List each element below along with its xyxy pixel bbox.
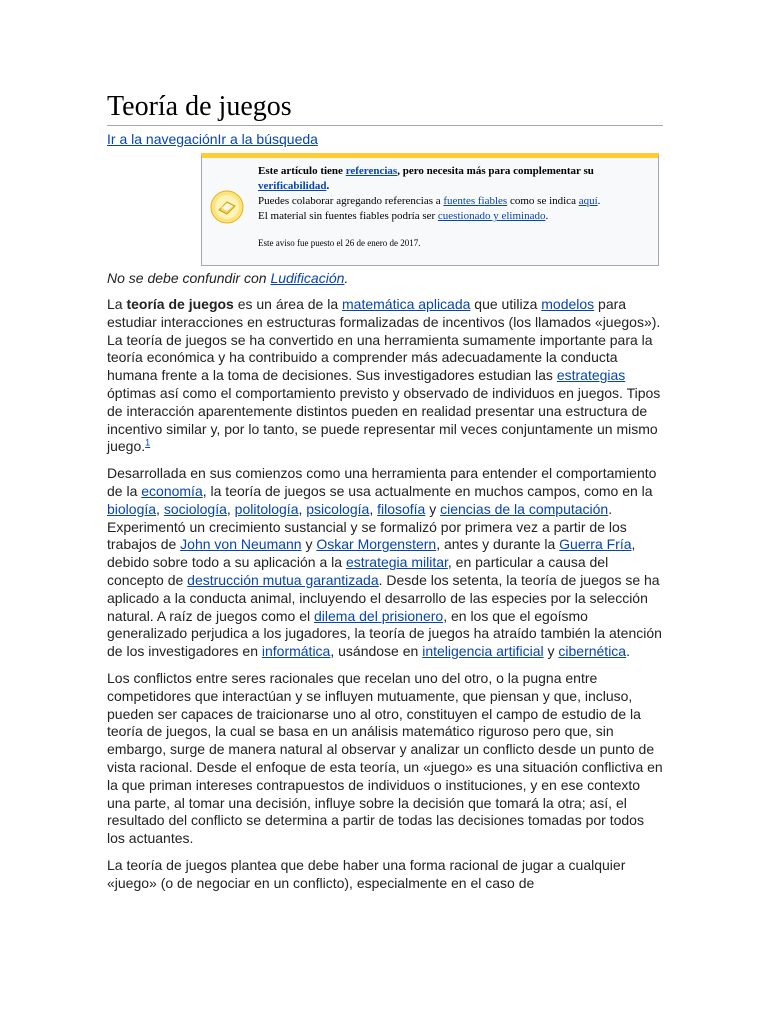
article-content	[107, 90, 663, 893]
cibernetica-link[interactable]: cibernética	[558, 643, 627, 660]
text-span: ,	[226, 500, 235, 517]
text-span: y	[301, 536, 317, 553]
paragraph-4: La teoría de juegos plantea que debe haber una forma racional de jugar a cualquier «juego» (o de negociar en un conflicto), especialmente en el caso de	[107, 856, 626, 891]
oskar-morgenstern-link[interactable]: Oskar Morgenstern	[316, 536, 437, 553]
text-span: ,	[369, 500, 378, 517]
text-span: ,	[298, 500, 307, 517]
notice-text-span: Puedes colaborar agregando referencias a	[258, 195, 444, 207]
text-span: Desarrollada en sus comienzos como una herramienta para entender el comportamiento de la	[107, 465, 657, 499]
psicologia-link[interactable]: psicología	[306, 500, 370, 517]
informatica-link[interactable]: informática	[261, 643, 331, 660]
cuestionado-eliminado-link[interactable]: cuestionado y eliminado	[437, 210, 546, 222]
notice-text-span: .	[326, 180, 330, 192]
text-span: , en particular a causa del concepto de	[107, 554, 609, 588]
matematica-aplicada-link[interactable]: matemática aplicada	[342, 296, 471, 312]
notice-text-span: Este artículo tiene	[258, 165, 346, 177]
referencias-link[interactable]: referencias	[345, 165, 398, 177]
ciencias-computacion-link[interactable]: ciencias de la computación	[440, 500, 609, 517]
dilema-prisionero-link[interactable]: dilema del prisionero	[314, 607, 444, 624]
books-icon	[210, 190, 244, 224]
paragraph-1	[107, 296, 663, 456]
notice-text-span: .	[597, 195, 601, 207]
text-span: , la teoría de juegos se usa actualmente en muchos campos, como en la	[202, 482, 653, 499]
notice-line-2	[258, 194, 652, 209]
filosofia-link[interactable]: filosofía	[377, 500, 426, 517]
john-von-neumann-link[interactable]: John von Neumann	[180, 536, 302, 553]
text-span: , debido sobre todo a su aplicación a la	[107, 536, 636, 571]
text-span: óptimas así como el comportamiento previsto y observado de individuos en juegos. Tipos de interacción aparentemente distintos pueden en realidad presentar una estructura de incentivo similar y, por lo tanto, se puede representar mil veces conjuntamente un mismo juego.	[107, 384, 661, 455]
ludificacion-link[interactable]: Ludificación	[270, 270, 345, 286]
page-title: Teoría de juegos	[107, 90, 663, 126]
destruccion-mutua-link[interactable]: destrucción mutua garantizada	[187, 571, 379, 588]
aqui-link[interactable]: aquí	[578, 195, 598, 207]
guerra-fria-link[interactable]: Guerra Fría	[559, 536, 632, 553]
estrategia-militar-link[interactable]: estrategia militar	[345, 554, 448, 571]
economia-link[interactable]: economía	[141, 482, 203, 499]
notice-text	[250, 164, 652, 251]
text-span: ,	[156, 500, 164, 517]
text-span: . Desde los setenta, la teoría de juegos se ha aplicado a la conducta animal, incluyendo el desarrollo de las especies por la selección natural. A raíz de juegos como el	[107, 571, 660, 624]
text-span: , en los que el egoísmo generalizado perjudica a los jugadores, la teoría de juegos ha atraído también la atención de los investigadores en	[107, 607, 662, 660]
inteligencia-artificial-link[interactable]: inteligencia artificial	[422, 643, 544, 660]
text-span: es un área de la	[233, 296, 343, 312]
text-span: y	[425, 500, 441, 517]
jump-links	[107, 130, 663, 148]
text-span: La	[107, 296, 127, 312]
hatnote-end: .	[344, 270, 349, 286]
hatnote	[107, 269, 663, 287]
paragraph-2	[107, 465, 663, 661]
refimprove-notice	[201, 153, 659, 266]
text-span: , antes y durante la	[436, 536, 560, 553]
reference-1-link[interactable]: 1	[145, 437, 151, 448]
text-span: para estudiar interacciones en estructuras formalizadas de incentivos (los llamados «juegos»). La teoría de juegos se ha convertido en una herramienta sumamente importante para la teoría económica y ha contribuido a comprender más adecuadamente la conducta humana frente a la toma de decisiones. Sus investigadores estudian las	[107, 296, 661, 384]
notice-text-span: , pero necesita más para complementar su	[397, 165, 594, 177]
jump-to-search-link[interactable]: Ir a la búsqueda	[217, 131, 318, 147]
estrategias-link[interactable]: estrategias	[556, 367, 626, 384]
biologia-link[interactable]: biología	[107, 500, 157, 517]
bold-term: teoría de juegos	[126, 296, 234, 312]
text-span: .	[626, 643, 630, 660]
fuentes-fiables-link[interactable]: fuentes fiables	[443, 195, 508, 207]
text-span: . Experimentó un crecimiento sustancial y se formalizó por primera vez a partir de los trabajos de	[107, 500, 627, 553]
notice-date: Este aviso fue puesto el 26 de enero de 2017.	[258, 238, 421, 248]
paragraph-3: Los conflictos entre seres racionales que recelan uno del otro, o la pugna entre competidores que interactúan y se influyen mutuamente, que piensan y que, incluso, pueden ser capaces de traicionarse uno al otro, constituyen el campo de estudio de la teoría de juegos, la cual se basa en un análisis matemático riguroso pero que, sin embargo, surge de manera natural al observar y analizar un conflicto desde un punto de vista racional. Desde el enfoque de esta teoría, un «juego» es una situación conflictiva en la que priman intereses contrapuestos de individuos o instituciones, y en ese contexto una parte, al tomar una decisión, influye sobre la decisión que tomará la otra; así, el resultado del conflicto se determina a partir de todas las decisiones tomadas por todos los actuantes.	[107, 669, 663, 847]
jump-to-navigation-link[interactable]: Ir a la navegación	[107, 131, 218, 147]
sociologia-link[interactable]: sociología	[163, 500, 227, 517]
notice-text-span: El material sin fuentes fiables podría ser	[258, 210, 438, 222]
notice-line-3	[258, 209, 652, 224]
text-span: , usándose en	[330, 643, 423, 660]
verificabilidad-link[interactable]: verificabilidad	[258, 180, 327, 192]
notice-icon-container	[210, 164, 250, 229]
notice-text-span: .	[545, 210, 549, 222]
modelos-link[interactable]: modelos	[541, 296, 595, 312]
text-span: que utiliza	[470, 296, 542, 312]
notice-text-span: como se indica	[507, 195, 579, 207]
hatnote-text: No se debe confundir con	[107, 270, 271, 286]
text-span: y	[543, 643, 559, 660]
politologia-link[interactable]: politología	[234, 500, 299, 517]
notice-line-1	[258, 164, 652, 194]
